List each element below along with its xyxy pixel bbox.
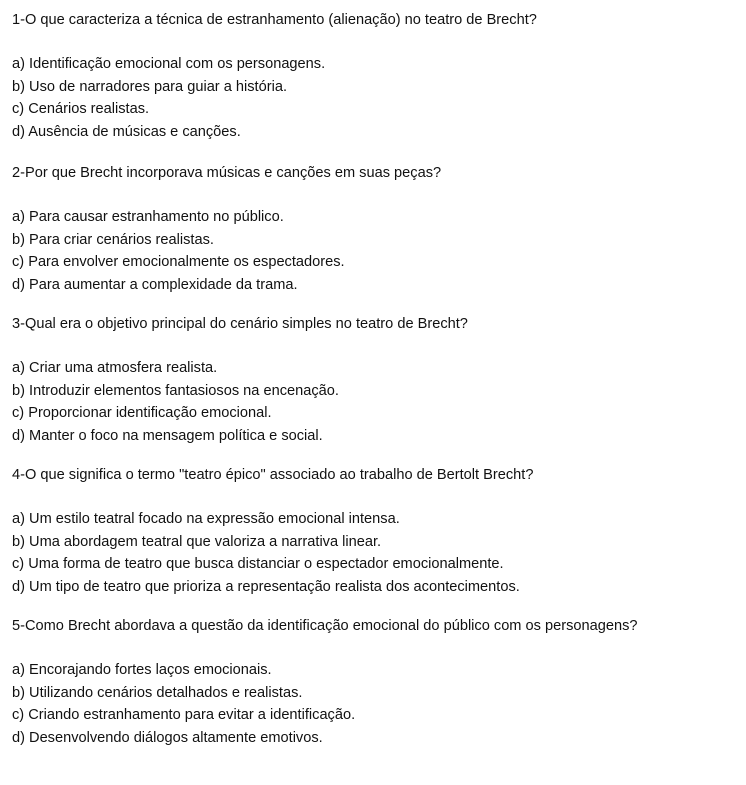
option-c: c) Uma forma de teatro que busca distanciar o espectador emocionalmente. — [12, 556, 504, 572]
option-b: b) Introduzir elementos fantasiosos na encenação. — [12, 382, 339, 399]
option-d: d) Ausência de músicas e canções. — [12, 123, 241, 140]
option-a: a) Encorajando fortes laços emocionais. — [12, 662, 272, 678]
question-3 — [12, 313, 740, 447]
option-a: a) Criar uma atmosfera realista. — [12, 360, 218, 376]
option-c: c) Para envolver emocionalmente os espectadores. — [12, 254, 345, 270]
question-text: 3-Qual era o objetivo principal do cenário simples no teatro de Brecht? — [12, 316, 468, 332]
question-5 — [12, 615, 740, 749]
option-c: c) Proporcionar identificação emocional. — [12, 405, 272, 421]
option-a: a) Para causar estranhamento no público. — [12, 209, 284, 225]
question-2 — [12, 162, 740, 296]
option-list — [12, 53, 740, 143]
option-d: d) Desenvolvendo diálogos altamente emotivos. — [12, 729, 323, 746]
option-a: a) Identificação emocional com os personagens. — [12, 56, 326, 72]
question-text: 5-Como Brecht abordava a questão da identificação emocional do público com os personagens? — [12, 618, 638, 634]
option-b: b) Uso de narradores para guiar a história. — [12, 78, 287, 95]
option-list — [12, 508, 740, 598]
question-1 — [12, 9, 740, 143]
option-c: c) Criando estranhamento para evitar a identificação. — [12, 707, 356, 723]
option-b: b) Para criar cenários realistas. — [12, 231, 214, 248]
option-d: d) Para aumentar a complexidade da trama. — [12, 276, 298, 293]
option-d: d) Manter o foco na mensagem política e social. — [12, 427, 323, 444]
question-4 — [12, 464, 740, 598]
option-a: a) Um estilo teatral focado na expressão emocional intensa. — [12, 511, 400, 527]
question-text: 1-O que caracteriza a técnica de estranhamento (alienação) no teatro de Brecht? — [12, 12, 537, 28]
option-list — [12, 357, 740, 447]
option-list — [12, 206, 740, 296]
option-b: b) Uma abordagem teatral que valoriza a narrativa linear. — [12, 533, 382, 550]
option-list — [12, 659, 740, 749]
question-text: 2-Por que Brecht incorporava músicas e canções em suas peças? — [12, 165, 442, 181]
option-d: d) Um tipo de teatro que prioriza a representação realista dos acontecimentos. — [12, 578, 520, 595]
option-b: b) Utilizando cenários detalhados e realistas. — [12, 684, 303, 701]
question-text: 4-O que significa o termo "teatro épico" associado ao trabalho de Bertolt Brecht? — [12, 467, 534, 483]
option-c: c) Cenários realistas. — [12, 101, 150, 117]
